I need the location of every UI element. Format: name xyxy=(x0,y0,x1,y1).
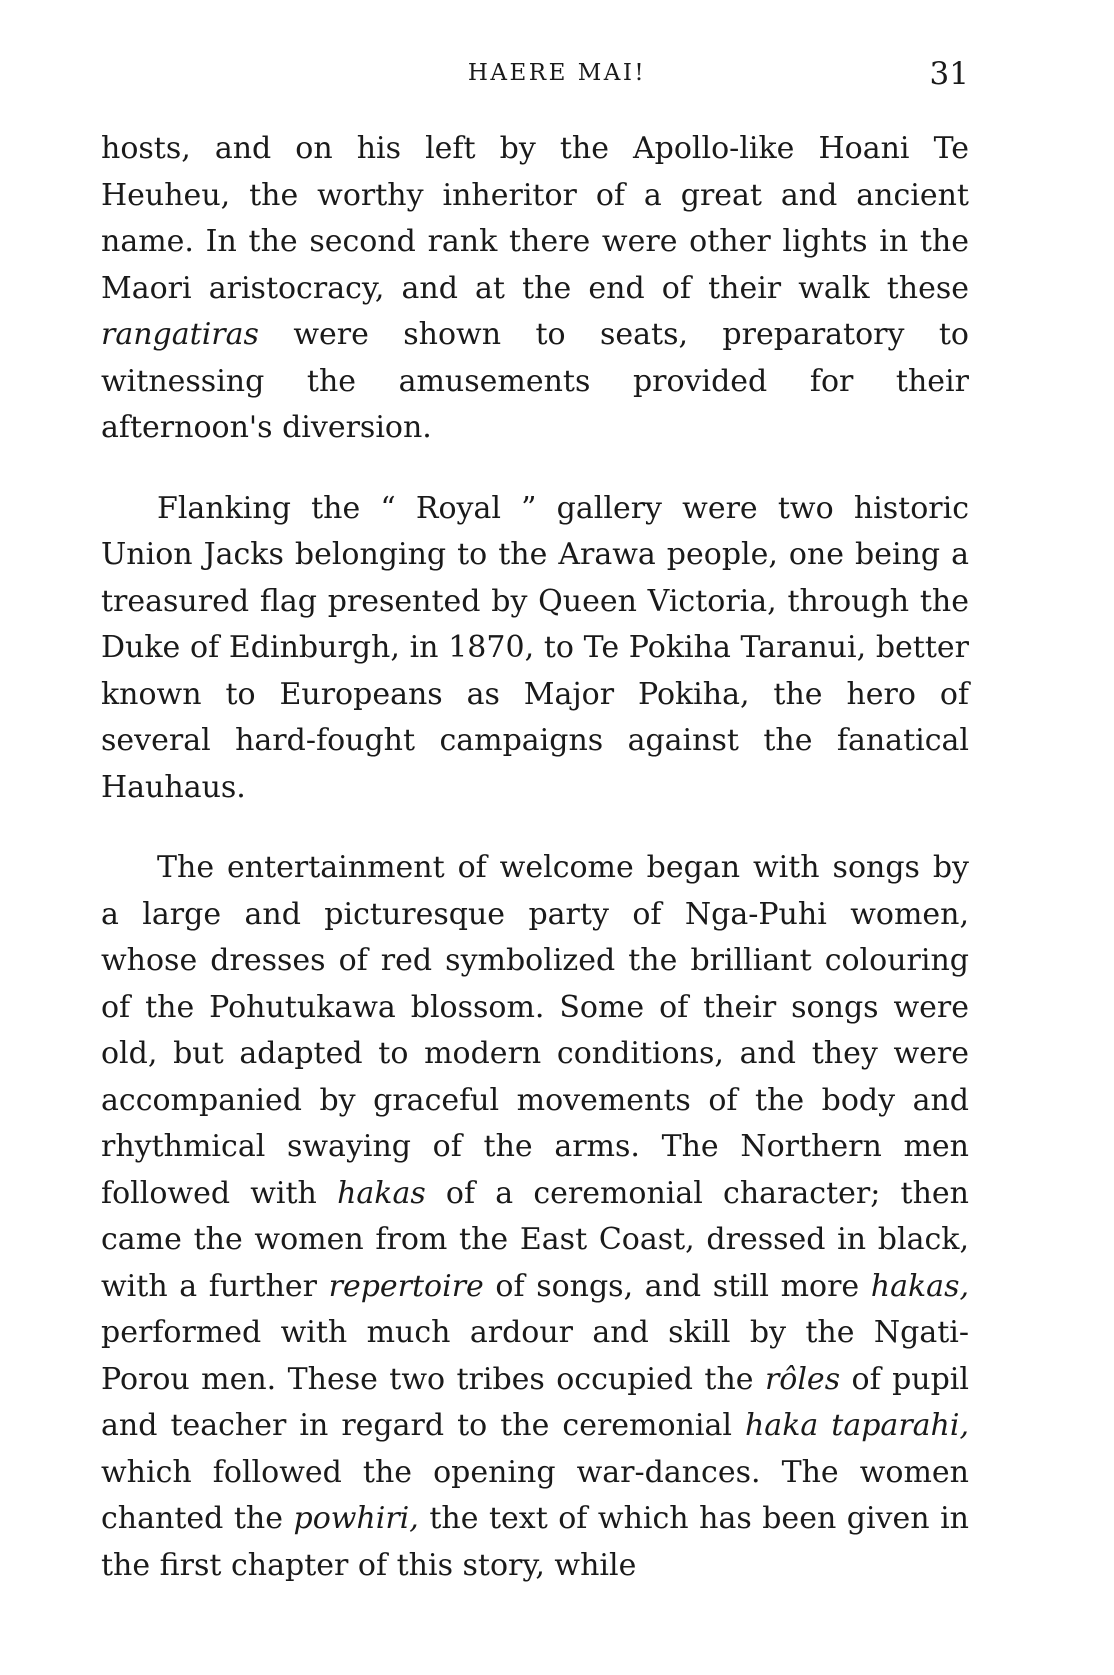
text-run: were shown to seats, preparatory to witnessing the amusements provided for their afternoon's diversion. xyxy=(101,317,969,445)
italic-term: hakas, xyxy=(870,1268,969,1304)
paragraph xyxy=(101,845,969,1589)
text-run: Flanking the “ Royal ” gallery were two historic Union Jacks belonging to the Arawa people, one being a treasured flag presented by Queen Victoria, through the Duke of Edinburgh, in 1870, to Te Pokiha Taranui, better known to Europeans as Major Pokiha, the hero of several hard-fought campaigns against the fanatical Hauhaus. xyxy=(101,490,969,805)
running-head xyxy=(0,56,1114,96)
text-run: The entertainment of welcome began with songs by a large and picturesque party of Nga-Puhi women, whose dresses of red symbolized the brilliant colouring of the Pohutukawa blossom. Some of their songs were old, but adapted to modern conditions, and they were accompanied by graceful movements of the body and rhythmical swaying of the arms. The Northern men followed with xyxy=(101,850,969,1211)
text-run: which followed the opening war-dances. The women chanted the xyxy=(101,1454,969,1536)
italic-term: haka taparahi, xyxy=(744,1408,969,1443)
text-run: of pupil and teacher in regard to the ceremonial xyxy=(101,1361,969,1443)
running-title: HAERE MAI! xyxy=(467,60,647,86)
body-text xyxy=(101,126,969,1589)
italic-term: rangatiras xyxy=(101,317,259,352)
text-run: the text of which has been given in the first chapter of this story, while xyxy=(101,1501,970,1583)
text-run: performed with much ardour and skill by the Ngati-Porou men. These two tribes occupied the xyxy=(101,1315,969,1397)
italic-term: powhiri, xyxy=(293,1501,419,1536)
text-run: of a ceremonial character; then came the women from the East Coast, dressed in black, with a further xyxy=(101,1175,969,1304)
paragraph xyxy=(101,486,969,812)
page-number: 31 xyxy=(929,56,969,92)
paragraph xyxy=(101,126,969,452)
text-run: of songs, and still more xyxy=(483,1268,871,1304)
text-run: hosts, and on his left by the Apollo-like Hoani Te Heuheu, the worthy inheritor of a great and ancient name. In the second rank there were other lights in the Maori aristocracy, and at the end of their walk these xyxy=(101,131,969,306)
italic-term: hakas xyxy=(337,1175,426,1211)
italic-term: rôles xyxy=(764,1361,841,1397)
italic-term: repertoire xyxy=(328,1268,484,1304)
